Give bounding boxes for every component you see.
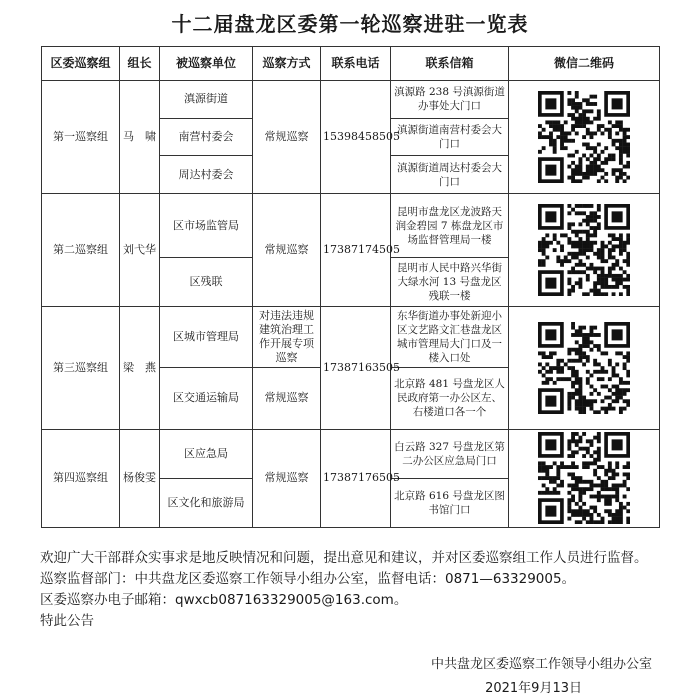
qr-cell bbox=[509, 80, 660, 194]
mailbox-cell: 东华街道办事处新迎小区文艺路文汇巷盘龙区城市管理局大门口及一楼入口处 bbox=[391, 306, 509, 367]
unit-cell: 滇源街道 bbox=[160, 80, 253, 118]
header-leader: 组长 bbox=[120, 47, 160, 81]
group-name: 第一巡察组 bbox=[42, 80, 120, 194]
method-cell: 对违法违规建筑治理工作开展专项巡察 bbox=[253, 306, 321, 367]
header-method: 巡察方式 bbox=[253, 47, 321, 81]
notice-text bbox=[40, 548, 670, 632]
email-line: 区委巡察办电子邮箱：qwxcb087163329005@163.com。 bbox=[40, 592, 408, 608]
header-qr: 微信二维码 bbox=[509, 47, 660, 81]
unit-cell: 区残联 bbox=[160, 257, 253, 306]
mailbox-cell: 昆明市人民中路兴华街大绿水河 13 号盘龙区残联一楼 bbox=[391, 257, 509, 306]
group-name: 第三巡察组 bbox=[42, 306, 120, 429]
page-title: 十二届盘龙区委第一轮巡察进驻一览表 bbox=[171, 12, 529, 36]
table-header-row bbox=[42, 47, 660, 81]
header-mailbox: 联系信箱 bbox=[391, 47, 509, 81]
group-leader: 梁 燕 bbox=[120, 306, 160, 429]
unit-cell: 周达村委会 bbox=[160, 156, 253, 194]
wechat-qr-code-icon bbox=[538, 91, 630, 183]
qr-cell bbox=[509, 306, 660, 429]
mailbox-cell: 滇源街道周达村委会大门口 bbox=[391, 156, 509, 194]
mailbox-cell: 昆明市盘龙区龙波路天润金碧园 7 栋盘龙区市场监督管理局一楼 bbox=[391, 194, 509, 257]
mailbox-cell: 滇源街道南营村委会大门口 bbox=[391, 118, 509, 156]
unit-cell: 区文化和旅游局 bbox=[160, 478, 253, 527]
supervision-line: 巡察监督部门：中共盘龙区委巡察工作领导小组办公室，监督电话：0871—63329005。 bbox=[40, 571, 576, 587]
mailbox-cell: 北京路 481 号盘龙区人民政府第一办公区左、右楼道口各一个 bbox=[391, 368, 509, 429]
phone-cell: 17387163505 bbox=[321, 306, 391, 429]
inspection-table bbox=[41, 46, 660, 528]
group-name: 第四巡察组 bbox=[42, 429, 120, 527]
table-row bbox=[42, 429, 660, 478]
mailbox-cell: 北京路 616 号盘龙区图书馆门口 bbox=[391, 478, 509, 527]
table-row bbox=[42, 306, 660, 367]
qr-cell bbox=[509, 429, 660, 527]
method-cell: 常规巡察 bbox=[253, 194, 321, 307]
group-leader: 杨俊雯 bbox=[120, 429, 160, 527]
closing-line: 特此公告 bbox=[40, 613, 94, 629]
phone-cell: 17387176505 bbox=[321, 429, 391, 527]
group-leader: 马 啸 bbox=[120, 80, 160, 194]
unit-cell: 区市场监管局 bbox=[160, 194, 253, 257]
group-leader: 刘弋华 bbox=[120, 194, 160, 307]
table-row bbox=[42, 80, 660, 118]
unit-cell: 南营村委会 bbox=[160, 118, 253, 156]
group-name: 第二巡察组 bbox=[42, 194, 120, 307]
table-row bbox=[42, 194, 660, 257]
method-cell: 常规巡察 bbox=[253, 429, 321, 527]
qr-cell bbox=[509, 194, 660, 307]
phone-cell: 15398458505 bbox=[321, 80, 391, 194]
header-group: 区委巡察组 bbox=[42, 47, 120, 81]
method-cell: 常规巡察 bbox=[253, 80, 321, 194]
phone-cell: 17387174505 bbox=[321, 194, 391, 307]
unit-cell: 区交通运输局 bbox=[160, 368, 253, 429]
header-phone: 联系电话 bbox=[321, 47, 391, 81]
mailbox-cell: 白云路 327 号盘龙区第二办公区应急局门口 bbox=[391, 429, 509, 478]
method-cell: 常规巡察 bbox=[253, 368, 321, 429]
signature: 中共盘龙区委巡察工作领导小组办公室 bbox=[430, 657, 652, 672]
unit-cell: 区城市管理局 bbox=[160, 306, 253, 367]
wechat-qr-code-icon bbox=[538, 432, 630, 524]
mailbox-cell: 滇源路 238 号滇源街道办事处大门口 bbox=[391, 80, 509, 118]
wechat-qr-code-icon bbox=[538, 322, 630, 414]
date: 2021年9月13日 bbox=[485, 681, 582, 696]
unit-cell: 区应急局 bbox=[160, 429, 253, 478]
header-unit: 被巡察单位 bbox=[160, 47, 253, 81]
wechat-qr-code-icon bbox=[538, 204, 630, 296]
notice-line: 欢迎广大干部群众实事求是地反映情况和问题，提出意见和建议，并对区委巡察组工作人员进行监督。 bbox=[40, 550, 648, 566]
